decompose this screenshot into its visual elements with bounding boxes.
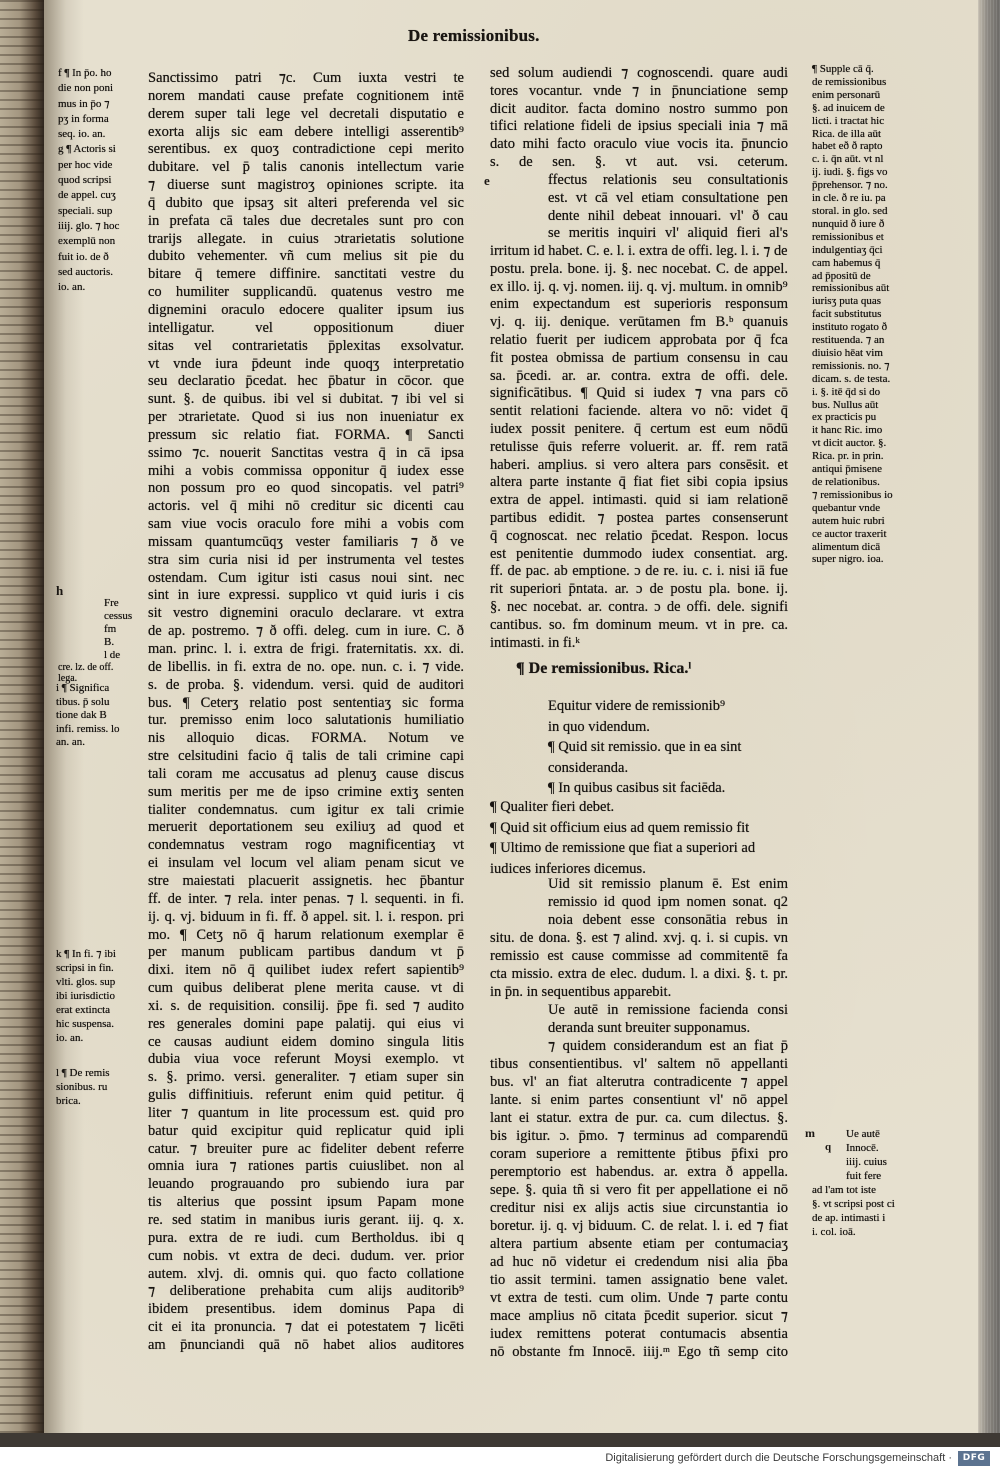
text-line: tifici relatione fideli de ipsius speciali inia ⁊ mā: [490, 118, 788, 135]
text-line: relatio fuerit per iudicem approbata por q̄ fca: [490, 331, 788, 348]
text-line: in prefata cā tales due decretales sunt pro con: [148, 212, 464, 229]
note-line: quebantur vnde: [812, 501, 881, 514]
note-line: habet eð ð rapto: [812, 140, 883, 153]
outline-line: ¶ Qualiter fieri debet.: [490, 799, 615, 815]
text-line: lant ei statur. extra de pur. ca. cum dilectus. §.: [490, 1110, 788, 1126]
text-line: ffectus relationis seu consultationis: [548, 172, 788, 188]
note-line: it hanc Ric. imo: [812, 424, 883, 437]
text-line: postu. prela. bone. ij. §. nec nocebat. C. de appel.: [490, 260, 788, 277]
note-line: vt dicit auctor. §.: [812, 437, 887, 450]
text-line: sa. p̄cedi. ar. ar. contra. extra de offi. dele.: [490, 367, 788, 384]
text-line: iudex remittens poterat contumacis absentia: [490, 1326, 788, 1342]
text-line: dato mihi facto oraculo viue vocis ita. p̄nuncio: [490, 136, 788, 153]
left-margin-note-h-cont: [58, 662, 132, 684]
text-line: retulisse q̄uis referre voluerit. ar. ff. rem ratā: [490, 438, 788, 455]
note-line: instituto rogato ð: [812, 321, 888, 334]
text-line: mihi a vobis commissa opponitur q̄ iudex esse: [148, 462, 464, 479]
note-line: Innocē.: [846, 1142, 879, 1154]
right-margin-note-m-cont: [812, 1183, 908, 1239]
note-line: l ¶ De remis: [56, 1067, 110, 1079]
text-line: altera partium absente etiam per contumaciaʒ: [490, 1236, 788, 1252]
footer-credit: Digitalisierung gefördert durch die Deutsche Forschungsgemeinschaft ·: [605, 1452, 952, 1464]
note-line: fm: [104, 623, 117, 635]
text-line: irritum id habet. C. e. l. i. extra de offi. leg. l. i. ⁊ de: [490, 243, 788, 259]
text-line: leuando prograuando pro subiendo iura par: [148, 1176, 464, 1193]
note-line: ex practicis pu: [812, 411, 877, 424]
text-line: mace amplius nō citata p̄cedit superior. sicut ⁊: [490, 1308, 788, 1324]
text-line: est penitentie dummodo iudex consentiat. arg.: [490, 545, 788, 562]
text-line: nō obstante fm Innocē. iiij.ᵐ Ego tñ semp cito: [490, 1344, 788, 1360]
text-line: Sanctissimo patri ⁊c. Cum iuxta vestri te: [148, 70, 464, 86]
note-line: ad l'am tot iste: [812, 1184, 876, 1196]
text-line: norem mandati cause prefate cognitionem intē: [148, 87, 464, 104]
text-line: partibus edidit. ⁊ postea partes consenserunt: [490, 509, 788, 526]
text-line: se meritis inquiri vl' aliquid fieri al's: [548, 225, 788, 242]
note-line: ce auctor traxerit: [812, 527, 887, 540]
text-line: ij. q. vj. biduum in fi. ff. ð appel. sit. l. i. respon. pri: [148, 908, 464, 925]
text-line: xi. s. de requisition. consilij. p̄pe fi. sed ⁊ audito: [148, 997, 464, 1014]
text-line: res generales domini pape palatij. qui eius vi: [148, 1015, 464, 1032]
text-line: sam viue vocis oraculo fore mihi a vobis com: [148, 516, 464, 533]
page-stack-edge: [978, 0, 1000, 1433]
text-line: creditur nisi ex alijs actis siue circunstantia io: [490, 1200, 788, 1216]
note-line: seq. io. an.: [58, 128, 106, 141]
note-line: p̄prehensor. ⁊ no.: [812, 179, 888, 192]
note-line: antiqui p̄misene: [812, 463, 882, 476]
text-line: tialiter condemnatus. cum igitur ex tali crimie: [148, 801, 464, 818]
left-margin-note-l: [56, 1066, 132, 1108]
text-line: ibidem presentibus. idem dominus Papa di: [148, 1301, 464, 1318]
text-line: sunt. §. de quibus. ibi vel si dubitat. ⁊ ibi vel si: [148, 391, 464, 408]
text-line: tis alterius que possint ipsum Papam mone: [148, 1194, 464, 1211]
paragraph-d: [490, 1055, 788, 1361]
text-line: sit vestro dignemini oraculo declarare. vt extra: [148, 605, 464, 622]
note-line: io. an.: [58, 281, 86, 294]
text-line: cantibus. so. fm dominum meum. vt in pre. ca.: [490, 616, 788, 633]
text-line: catur. ⁊ breuiter pure ac fideliter debent referre: [148, 1140, 464, 1157]
note-line: alimentum dicā: [812, 540, 881, 553]
paragraph-b: [490, 929, 788, 1001]
note-line: facit substitutus: [812, 308, 882, 321]
note-line: indulgentiaʒ q̄ci: [812, 243, 883, 256]
text-line: re. sed statim in manibus iuris gerant. iij. q. x.: [148, 1212, 464, 1228]
text-line: s. de proba. §. videndum. versi. quid de auditori: [148, 676, 464, 693]
outline-line: in quo videndum.: [548, 718, 650, 735]
note-marker-q: q: [825, 1141, 832, 1153]
note-line: autem huic rubri: [812, 514, 885, 527]
text-line: s. §. primo. versi. generaliter. ⁊ etiam super sin: [148, 1069, 464, 1086]
text-line: batur quid excipitur quid replicatur quid ipli: [148, 1122, 464, 1139]
text-line: ff. de inter. ⁊ rela. inter penas. ⁊ l. sequenti. in fi.: [148, 890, 464, 907]
note-line: speciali. sup: [58, 204, 113, 217]
note-line: quod scripsi: [58, 174, 112, 187]
outline-line: ¶ Quid sit officium eius ad quem remissio fit: [490, 819, 750, 836]
note-line: §. ad inuicem de: [812, 101, 885, 114]
text-line: am p̄nunciandi quā nō habet alios auditores: [148, 1336, 464, 1353]
text-line: non possum pro eo quod sincopatis. vel patri⁹: [148, 480, 464, 497]
text-line: gulis diffinitiuis. referunt enim quid petitur. q̈: [148, 1087, 464, 1104]
scan-border: [0, 1433, 1000, 1447]
note-line: sed auctoris.: [58, 265, 113, 278]
text-line: fit postea obmissa de partium consensu in cau: [490, 349, 788, 366]
text-line: meruerit deportationem seu exiliuʒ ad quod et: [148, 819, 464, 836]
note-line: cessus: [104, 610, 133, 622]
text-line: trarijs allegate. in cuius ɔtrarietatis solutione: [148, 230, 464, 247]
text-line: pressum sic relatio fiat. FORMA. ¶ Sancti: [148, 426, 464, 443]
paragraph-c: [548, 1001, 788, 1055]
running-title: De remissionibus.: [408, 26, 540, 45]
note-line: Fre: [104, 597, 119, 609]
text-line: de libellis. in fi. extra de no. ope. nun. c. i. ⁊ vide.: [148, 658, 464, 675]
note-line: io. an.: [56, 1032, 84, 1044]
text-column-2-block-c: [490, 243, 788, 652]
text-line: ssimo ⁊c. nouerit Sanctitas vestra q̄ in cā ipsa: [148, 444, 464, 461]
note-line: exemplū non: [58, 235, 116, 248]
text-line: vt extra de testi. cum olim. Unde ⁊ parte contu: [490, 1290, 788, 1306]
note-line: cam habemus q̄: [812, 256, 881, 269]
text-line: remissio est cause commisse ad commitentē fa: [490, 948, 788, 964]
text-column-2-block-b: [548, 172, 788, 243]
text-line: de ap. postremo. ⁊ ð offi. deleg. cum in iure. C. ð: [148, 623, 464, 640]
note-line: iurisʒ puta quas: [812, 295, 882, 308]
note-line: storal. in glo. sed: [812, 204, 888, 217]
note-line: scripsi in fin.: [56, 962, 114, 974]
text-line: seu declaratio p̄cedat. hec p̄batur in cōcor. que: [148, 373, 464, 390]
text-line: bus. ¶ Ceterʒ relatio post sententiaʒ sic forma: [148, 694, 464, 711]
note-line: super nigro. ioa.: [812, 553, 884, 566]
text-line: vt vnde iura p̄deunt inde quoqʒ interpretatio: [148, 355, 464, 372]
note-line: remissionis. no. ⁊: [812, 359, 890, 372]
text-line: cit ei ita pronuncia. ⁊ dat ei potestatem ⁊ licēti: [148, 1319, 464, 1336]
footer-bar: [0, 1447, 1000, 1471]
note-line: de ap. intimasti i: [812, 1212, 886, 1224]
note-line: tibus. p̄ solu: [56, 695, 110, 708]
text-line: vj. q. iij. denique. verūtamen fm B.ᵇ quanuis: [490, 314, 788, 331]
note-line: remissionibus aūt: [812, 282, 890, 295]
text-line: Uid sit remissio planum ē. Est enim: [548, 876, 788, 892]
note-line: remissionibus et: [812, 230, 884, 243]
note-line: an. an.: [56, 736, 86, 748]
note-line: fuit io. de ð: [58, 250, 109, 263]
note-line: Rica. de illa aūt: [812, 127, 882, 140]
paragraph-a: [548, 875, 788, 929]
text-column-2-block-a: [490, 65, 788, 172]
note-line: tione dak B: [56, 709, 107, 721]
text-line: bis igitur. ɔ. p̄mo. ⁊ terminus ad comparendū: [490, 1128, 788, 1144]
text-line: §. nec nocebat. ar. contra. ɔ de offi. dele. signifi: [490, 598, 788, 615]
note-line: ibi iurisdictio: [56, 990, 115, 1002]
outline-line: Equitur videre de remissionib⁹: [548, 698, 726, 714]
text-line: lante. si enim partes consentiunt vl' nō appel: [490, 1092, 788, 1108]
outline-line: ¶ In quibus casibus sit faciēda.: [548, 780, 726, 796]
text-line: autem. xlvj. di. omnis qui. quo facto collatione: [148, 1265, 464, 1282]
note-line: §. vt scripsi post ci: [812, 1198, 895, 1210]
text-line: serentibus. ex quoʒ contradictione cepi merito: [148, 141, 464, 158]
note-line: diuisio hēat vim: [812, 346, 883, 359]
text-line: cum quibus deliberat plene merita cause. vt di: [148, 980, 464, 997]
text-line: sum meritis per me de ipso crimine extiʒ senten: [148, 783, 464, 800]
note-marker-m: m: [805, 1126, 815, 1140]
note-line: pʒ in forma: [58, 112, 109, 125]
text-line: ei insulam vel locum vel aliam penam sicut ve: [148, 855, 464, 872]
note-line: enim personarū: [812, 88, 881, 101]
text-line: omnia iura ⁊ rationes partis cuiuslibet. non al: [148, 1158, 464, 1175]
text-line: bus. vl' an fiat alterutra contradicente ⁊ appel: [490, 1074, 788, 1090]
note-marker-e: e: [484, 173, 490, 188]
left-margin-note-h: [104, 597, 134, 662]
left-margin-note-i: [56, 682, 132, 750]
text-line: stre maiestati placuerit assignetis. hec p̄bantur: [148, 872, 464, 889]
note-line: brica.: [56, 1095, 81, 1107]
text-line: coram superiore a remittente p̄tibus p̄fixi pro: [490, 1146, 788, 1162]
note-line: cre. lz. de off.: [58, 662, 114, 673]
note-line: ¶ Supple cā q̄.: [812, 63, 874, 75]
note-line: k ¶ In fi. ⁊ ibi: [56, 948, 116, 960]
note-line: fuit fere: [846, 1170, 882, 1182]
note-line: Ue autē: [846, 1128, 880, 1140]
text-line: ce causas audiunt eidem domino singula litis: [148, 1033, 464, 1050]
note-line: ⁊ remissionibus io: [812, 488, 893, 501]
note-line: g ¶ Actoris si: [58, 143, 116, 156]
note-line: c. i. q̄n aūt. vt nl: [812, 153, 884, 166]
note-line: licti. i tractat hic: [812, 114, 885, 127]
note-line: vlti. glos. sup: [56, 976, 116, 988]
note-marker-h: h: [56, 583, 64, 598]
note-line: Rica. pr. in prin.: [812, 450, 884, 463]
note-line: ad p̄positū de: [812, 269, 871, 282]
text-line: sepe. §. quia tñ si vero fit per appellatione ei nō: [490, 1182, 788, 1198]
text-line: enim expectandum est superioris responsum: [490, 296, 788, 313]
text-line: ff. de pac. ab emptione. ɔ de re. iu. c. i. nisi iā fue: [490, 563, 788, 580]
text-line: dicit auditor. facta domino nostro summo pon: [490, 100, 788, 117]
text-line: mo. ¶ Cetʒ nō q̄ harum relationum exemplar ē: [148, 926, 464, 943]
text-line: ⁊ diuerse sunt magistroʒ opiniones scripte. ita: [148, 177, 464, 194]
text-line: sed solum audiendi ⁊ cognoscendi. quare audi: [490, 65, 788, 81]
text-line: pura. extra de re iudi. cum Bertholdus. ibi q: [148, 1229, 464, 1246]
text-line: remissio id quod ipm nomen sonat. q2: [548, 894, 788, 910]
left-margin-note-fg: [58, 66, 130, 295]
text-column-1: [148, 70, 464, 1355]
note-line: bus. Nullus aūt: [812, 398, 879, 411]
outline-line: iudices inferiores dicemus.: [490, 860, 646, 877]
text-line: man. princ. l. i. extra de frigi. fraternitatis. xx. di.: [148, 641, 464, 657]
note-line: de remissionibus: [812, 75, 887, 88]
text-line: dente nihil debeat innouari. vl' ð cau: [548, 207, 788, 224]
note-line: B.: [104, 636, 115, 648]
text-line: ⁊ quidem considerandum est an fiat p̄: [548, 1038, 788, 1054]
note-line: in cle. ð re iu. pa: [812, 192, 886, 205]
note-line: ij. iudi. §. figs vo: [812, 166, 888, 179]
text-line: s. de sen. §. vt aut. vsi. ceterum.: [490, 153, 788, 170]
rubric-heading: ¶ De remissionibus. Rica.ˡ: [516, 660, 692, 677]
note-line: de relationibus.: [812, 476, 880, 488]
text-line: extra de appel. intimasti. quid si iam relationē: [490, 492, 788, 509]
note-line: iiij. glo. ⁊ hoc: [58, 219, 120, 232]
text-line: dixi. item nō q̄ quilibet iudex refert sapientib⁹: [148, 962, 464, 979]
note-line: i ¶ Significa: [56, 682, 110, 694]
outline-line: consideranda.: [548, 759, 629, 776]
text-line: iudex possit penitere. q̄ certum est eum nōdū: [490, 420, 788, 437]
note-line: de appel. cuʒ: [58, 189, 116, 202]
text-line: altera parte instante q̄ fiat fiet sibi copia ipsius: [490, 474, 788, 491]
text-line: sint in iure expressi. supplico vt quid iuris i cis: [148, 587, 464, 604]
text-line: noia debent esse consonātia rebus in: [548, 912, 788, 928]
text-line: ex illo. ij. q. vj. nomen. iij. q. vj. multum. in omnib⁹: [490, 278, 788, 295]
text-line: per ɔtrarietate. Quod si ius non inueniatur ex: [148, 409, 464, 426]
text-line: deranda sunt breuiter supponamus.: [548, 1020, 751, 1036]
text-line: ad huc nō videtur ei credendum nisi alia p̄ba: [490, 1254, 788, 1270]
note-line: iiij. cuius: [846, 1156, 887, 1168]
outline-line: ¶ Quid sit remissio. que in ea sint: [548, 739, 742, 755]
text-line: missam quantumcūqʒ vester familiaris ⁊ ð ve: [148, 533, 464, 550]
text-line: tur. premisso enim loco salutationis humiliatio: [148, 712, 464, 729]
text-line: tali coram me accusatus ad plenuʒ cause discus: [148, 765, 464, 782]
text-line: tio assit termini. tamen assignatio bene valet.: [490, 1272, 788, 1288]
outline-list: [490, 797, 788, 879]
text-line: peremptorio est habendus. ar. extra ð appella.: [490, 1164, 788, 1180]
note-line: i. col. ioā.: [812, 1226, 856, 1238]
text-line: tores vocantur. vnde ⁊ in p̄nunciatione semp: [490, 82, 788, 99]
text-line: dubitare. vel p̄ talis canonis intellectum varie: [148, 159, 464, 176]
note-line: erat extincta: [56, 1004, 111, 1016]
note-line: dicam. s. de testa.: [812, 372, 891, 385]
text-line: sitas vel contrarietatis p̄plexitas exsolvatur.: [148, 337, 464, 354]
text-line: in p̄n. in sequentibus apparebit.: [490, 984, 672, 1000]
outline-list-indented: [548, 696, 788, 799]
text-line: situ. de dona. §. est ⁊ alind. xvj. q. i. si cupis. vn: [490, 930, 788, 946]
note-line: hic suspensa.: [56, 1018, 115, 1030]
note-line: i. §. itē q̄d si do: [812, 385, 881, 398]
text-line: cta missio. extra de elec. dudum. l. a dixi. §. t. pr.: [490, 966, 788, 982]
note-line: per hoc vide: [58, 158, 113, 171]
text-line: haberi. amplius. si vero altera pars consēsit. et: [490, 456, 788, 473]
left-margin-note-k: [56, 947, 132, 1045]
text-line: derem super tali lege vel decretali disputatio e: [148, 105, 464, 122]
text-line: liter ⁊ quantum in lite processum est. quid pro: [148, 1104, 464, 1121]
text-line: stre celsitudini facio q̄ talis de tali crimine capi: [148, 748, 464, 765]
text-line: ostendam. Cum igitur isti casus noui sint. nec: [148, 569, 464, 586]
text-line: dubito vehementer. vñ cum melius sit pie du: [148, 248, 464, 265]
previous-page-edge: [0, 0, 44, 1433]
right-margin-note: [812, 63, 906, 566]
text-line: intelligatur. vel oppositionum diuer: [148, 319, 464, 336]
text-line: est. vt cā vel etiam consultatione pen: [548, 189, 788, 206]
text-line: nis alloquio dicas. FORMA. Notum ve: [148, 730, 464, 747]
note-line: restituenda. ⁊ an: [812, 334, 885, 347]
dfg-logo: DFG: [958, 1451, 990, 1466]
right-margin-note-m: [846, 1127, 908, 1183]
text-line: sentit relationi faciende. altera vo nō: videt q̄: [490, 403, 788, 420]
text-line: co humiliter supplicandū. quatenus vestro me: [148, 284, 464, 301]
note-line: l de: [104, 649, 121, 661]
text-line: per manum publicam partibus dandum vt p̄: [148, 944, 464, 961]
text-line: rit superiori p̄ntata. ar. ɔ de postu pla. bone. ij.: [490, 581, 788, 598]
note-line: sionibus. ru: [56, 1081, 108, 1093]
text-line: significātibus. ¶ Quid si iudex ⁊ vna pars cō: [490, 385, 788, 402]
note-line: f ¶ In p̄o. ho: [58, 67, 112, 79]
text-line: dignemini oraculo edocere qualiter ipsum ius: [148, 301, 464, 318]
text-line: bitare q̄ temere diffinire. sanctitati vestre du: [148, 266, 464, 283]
text-line: condemnatus vestram rogo magnificentiaʒ vt: [148, 837, 464, 854]
text-line: stra sim curia nisi id per instrumenta vel testes: [148, 551, 464, 568]
text-line: cum nobis. vt extra de deci. dudum. ver. prior: [148, 1247, 464, 1264]
note-line: mus in p̄o ⁊: [58, 97, 110, 110]
text-line: tibus consentientibus. vl' saltem nō appellanti: [490, 1056, 788, 1072]
text-line: q̄ dubito que ipsaʒ sit alteri preferenda vel sic: [148, 194, 464, 211]
note-line: lega.: [58, 673, 78, 684]
outline-line: ¶ Ultimo de remissione que fiat a superiori ad: [490, 840, 756, 856]
note-line: die non poni: [58, 82, 113, 95]
text-line: exorta alijs sic eam debere intelligi asserentib⁹: [148, 123, 464, 140]
text-line: ⁊ deliberatione prehabita cum alijs auditorib⁹: [148, 1283, 464, 1300]
text-line: q̄ cognoscat. nec relatio p̄cedat. Respon. locus: [490, 527, 788, 544]
text-line: boretur. ij. q. vj biduum. C. de relat. l. i. ed ⁊ fiat: [490, 1218, 788, 1234]
note-line: nunquid ð iure ð: [812, 217, 885, 230]
text-line: intimasti. in fi.ᵏ: [490, 634, 580, 651]
text-line: Ue autē in remissione facienda consi: [548, 1002, 788, 1018]
text-line: dubia viua voce referunt Moysi exemplo. vt: [148, 1051, 464, 1068]
text-line: actoris. vel q̄ mihi nō creditur sic dicenti cau: [148, 498, 464, 515]
note-line: infi. remiss. lo: [56, 722, 120, 735]
